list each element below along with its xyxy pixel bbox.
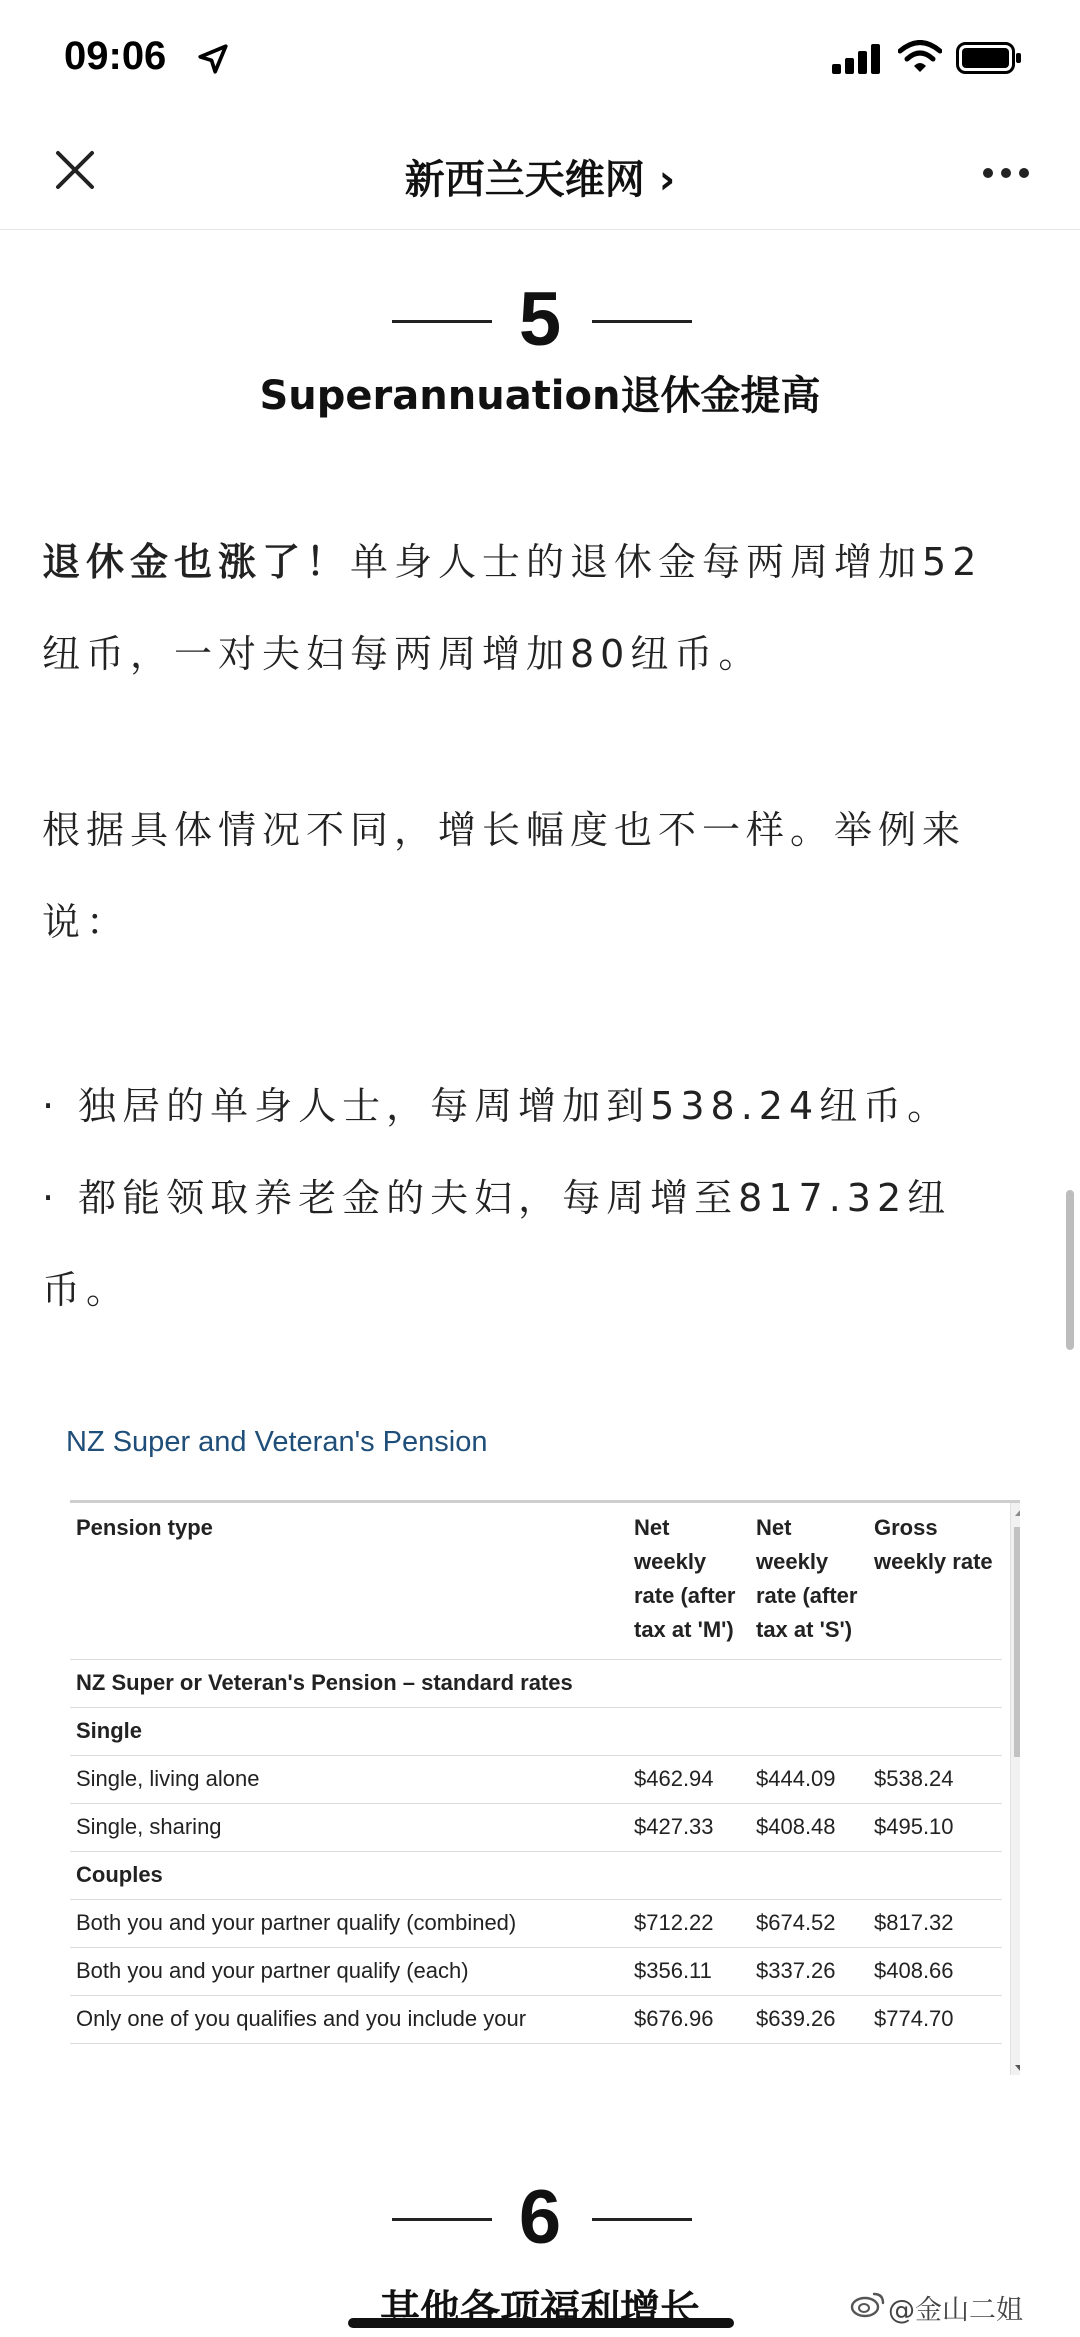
paragraph-text: 单身人士的退休金每两周增加52 [350, 540, 983, 584]
bullet-item: · 都能领取养老金的夫妇，每周增至817.32纽 [42, 1176, 952, 1220]
cell-net-s: $674.52 [750, 1900, 868, 1948]
pension-table [70, 1500, 1020, 2075]
table-scrollbar-thumb [1014, 1527, 1020, 1757]
table-group-couples: Couples [70, 1852, 1002, 1900]
header-net-s: Net weekly rate (after tax at 'S') [750, 1503, 868, 1660]
section-divider-right [592, 320, 692, 323]
cell-net-m: $427.33 [628, 1804, 750, 1852]
page-scrollbar[interactable] [1066, 1190, 1074, 1350]
table-row [70, 1804, 1002, 1852]
paragraph-text: 纽币，一对夫妇每两周增加80纽币。 [42, 632, 763, 676]
cell-gross: $495.10 [868, 1804, 1002, 1852]
paragraph-bold-lead: 退休金也涨了！ [42, 540, 351, 584]
header-net-m: Net weekly rate (after tax at 'M') [628, 1503, 750, 1660]
cell-gross: $774.70 [868, 1996, 1002, 2044]
table-row [70, 1948, 1002, 1996]
table-row [70, 1756, 1002, 1804]
header-gross: Gross weekly rate [868, 1503, 1002, 1660]
section-number: 5 [518, 277, 562, 362]
more-icon[interactable] [980, 165, 1032, 181]
paragraph-text: 说： [42, 900, 131, 944]
cell-gross: $408.66 [868, 1948, 1002, 1996]
account-title-link[interactable]: 新西兰天维网 › [404, 157, 676, 203]
cell-gross: $538.24 [868, 1756, 1002, 1804]
battery-icon [956, 42, 1022, 74]
table-group-single: Single [70, 1708, 1002, 1756]
cell-net-s: $408.48 [750, 1804, 868, 1852]
signal-icon [832, 44, 882, 74]
section-title: 其他各项福利增长 [380, 2287, 700, 2333]
watermark: @金山二姐 [888, 2295, 1023, 2326]
status-time: 09:06 [64, 34, 167, 78]
nav-bar [0, 120, 1080, 230]
cell-net-s: $444.09 [750, 1756, 868, 1804]
cell-net-m: $462.94 [628, 1756, 750, 1804]
paragraph [42, 516, 1042, 608]
cell-type: Both you and your partner qualify (each) [70, 1948, 628, 1996]
table-row [70, 1900, 1002, 1948]
weibo-logo-icon [850, 2290, 886, 2318]
table-heading: NZ Super and Veteran's Pension [66, 1426, 488, 1458]
cell-net-s: $337.26 [750, 1948, 868, 1996]
cell-gross: $817.32 [868, 1900, 1002, 1948]
paragraph-text: 根据具体情况不同，增长幅度也不一样。举例来 [42, 808, 967, 852]
section-number: 6 [518, 2175, 562, 2260]
scroll-up-arrow-icon [1015, 1509, 1020, 1516]
cell-net-m: $712.22 [628, 1900, 750, 1948]
scroll-down-arrow-icon [1015, 2065, 1020, 2072]
status-bar [0, 0, 1080, 120]
section-divider-right [592, 2218, 692, 2221]
cell-type: Single, living alone [70, 1756, 628, 1804]
bullet-item: · 独居的单身人士，每周增加到538.24纽币。 [42, 1084, 952, 1128]
cell-net-s: $639.26 [750, 1996, 868, 2044]
cell-net-m: $676.96 [628, 1996, 750, 2044]
cell-net-m: $356.11 [628, 1948, 750, 1996]
cell-type: Single, sharing [70, 1804, 628, 1852]
table-scrollbar [1010, 1503, 1020, 2075]
bullet-item: 币。 [42, 1268, 131, 1312]
location-arrow-icon [196, 42, 230, 76]
wifi-icon [898, 40, 942, 74]
cell-type: Only one of you qualifies and you include your [70, 1996, 628, 2044]
table-section-row: NZ Super or Veteran's Pension – standard rates [70, 1660, 1002, 1708]
pension-table-image [60, 1400, 1030, 2100]
table-row [70, 1996, 1002, 2044]
header-pension-type: Pension type [70, 1503, 628, 1660]
cell-type: Both you and your partner qualify (combined) [70, 1900, 628, 1948]
section-title: Superannuation退休金提高 [259, 373, 821, 419]
